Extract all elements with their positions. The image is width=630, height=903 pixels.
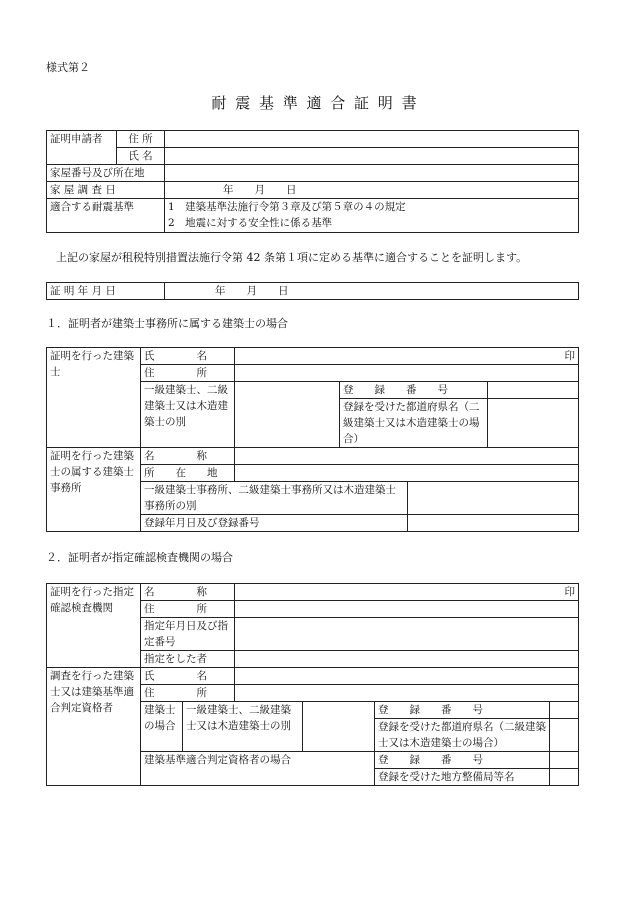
designator-field[interactable] xyxy=(235,651,579,668)
cert-date-table xyxy=(46,282,579,300)
designation-label: 指定年月日及び指定番号 xyxy=(141,618,235,651)
architect-pref-label: 登録を受けた都道府県名（二級建築士又は木造建築士の場合） xyxy=(343,401,480,445)
inspector-address-field[interactable] xyxy=(235,685,579,702)
house-number-label: 家屋番号及び所在地 xyxy=(47,165,165,182)
architect-name-label: 氏 名 xyxy=(141,348,235,365)
architect-reg-field[interactable] xyxy=(488,382,578,399)
section2-table xyxy=(46,583,579,786)
architect-reg-label: 登 録 番 号 xyxy=(340,382,487,399)
standard-options xyxy=(165,199,579,233)
inspector-class-field[interactable] xyxy=(303,702,375,752)
office-location-label: 所 在 地 xyxy=(141,465,235,482)
office-name-field[interactable] xyxy=(235,448,579,465)
inspector-name-field[interactable] xyxy=(235,668,579,685)
office-class-label: 一級建築士事務所、二級建築士事務所又は木造建築士事務所の別 xyxy=(141,482,408,515)
architect-class-field[interactable] xyxy=(235,382,340,448)
architect-seal: 印 xyxy=(235,348,579,365)
name-field[interactable] xyxy=(165,148,579,165)
office-name-label: 名 称 xyxy=(141,448,235,465)
org-address-label: 住 所 xyxy=(141,601,235,618)
applicant-table xyxy=(46,130,579,233)
office-location-field[interactable] xyxy=(235,465,579,482)
survey-date-label: 家 屋 調 査 日 xyxy=(47,182,165,199)
inspector-label: 調査を行った建築士又は建築基準適合判定資格者 xyxy=(47,668,141,786)
standard-label: 適合する耐震基準 xyxy=(47,199,165,233)
inspector-reg-field[interactable] xyxy=(550,702,578,719)
section1-heading: １．証明者が建築士事務所に属する建築士の場合 xyxy=(46,317,288,330)
office-class-field[interactable] xyxy=(408,482,579,515)
org-address-field[interactable] xyxy=(235,601,579,618)
architect-label: 証明を行った建築士 xyxy=(47,348,141,448)
address-field[interactable] xyxy=(165,131,579,148)
survey-date-field[interactable]: 年 月 日 xyxy=(165,182,579,199)
judge-reg-label: 登 録 番 号 xyxy=(375,752,550,769)
form-number: 様式第２ xyxy=(46,61,90,74)
judge-reg-field[interactable] xyxy=(550,752,579,769)
designation-field[interactable] xyxy=(235,618,579,651)
judge-case-label: 建築基準適合判定資格者の場合 xyxy=(141,752,375,786)
org-seal: 印 xyxy=(235,584,579,601)
applicant-label: 証明申請者 xyxy=(47,131,117,165)
cert-date-label: 証 明 年 月 日 xyxy=(47,283,165,300)
inspector-reg-values xyxy=(550,702,579,752)
section2-heading: ２．証明者が指定確認検査機関の場合 xyxy=(46,551,233,564)
inspector-name-label: 氏 名 xyxy=(141,668,235,685)
office-reg-field[interactable] xyxy=(408,515,579,532)
architect-reg-values xyxy=(488,382,579,448)
cert-date-field[interactable]: 年 月 日 xyxy=(165,283,579,300)
inspector-pref-label: 登録を受けた都道府県名（二級建築士又は木造建築士の場合） xyxy=(378,721,546,749)
inspector-reg-block xyxy=(375,702,550,752)
inspector-reg-label: 登 録 番 号 xyxy=(375,702,549,719)
inspector-address-label: 住 所 xyxy=(141,685,235,702)
org-label: 証明を行った指定確認検査機関 xyxy=(47,584,141,668)
address-label: 住 所 xyxy=(117,131,165,148)
section1-table xyxy=(46,347,579,532)
name-label: 氏 名 xyxy=(117,148,165,165)
architect-address-label: 住 所 xyxy=(141,365,235,382)
architect-reg-block xyxy=(340,382,488,448)
standard-option-2[interactable]: 2 地震に対する安全性に係る基準 xyxy=(168,217,333,229)
architect-class-label: 一級建築士、二級建築士又は木造建築士の別 xyxy=(141,382,235,448)
bureau-field[interactable] xyxy=(550,769,579,786)
designator-label: 指定をした者 xyxy=(141,651,235,668)
page-title: 耐 震 基 準 適 合 証 明 書 xyxy=(211,94,419,112)
architect-address-field[interactable] xyxy=(235,365,579,382)
architect-case-label: 建築士の場合 xyxy=(141,702,183,752)
certification-statement: 上記の家屋が租税特別措置法施行令第 42 条第１項に定める基準に適合することを証明します。 xyxy=(56,251,528,264)
office-reg-label: 登録年月日及び登録番号 xyxy=(141,515,408,532)
org-name-label: 名 称 xyxy=(141,584,235,601)
standard-option-1[interactable]: 1 建築基準法施行令第３章及び第５章の４の規定 xyxy=(168,201,406,213)
inspector-class-label: 一級建築士、二級建築士又は木造建築士の別 xyxy=(183,702,303,752)
office-label: 証明を行った建築士の属する建築士事務所 xyxy=(47,448,141,532)
bureau-label: 登録を受けた地方整備局等名 xyxy=(375,769,550,786)
house-number-field[interactable] xyxy=(165,165,579,182)
